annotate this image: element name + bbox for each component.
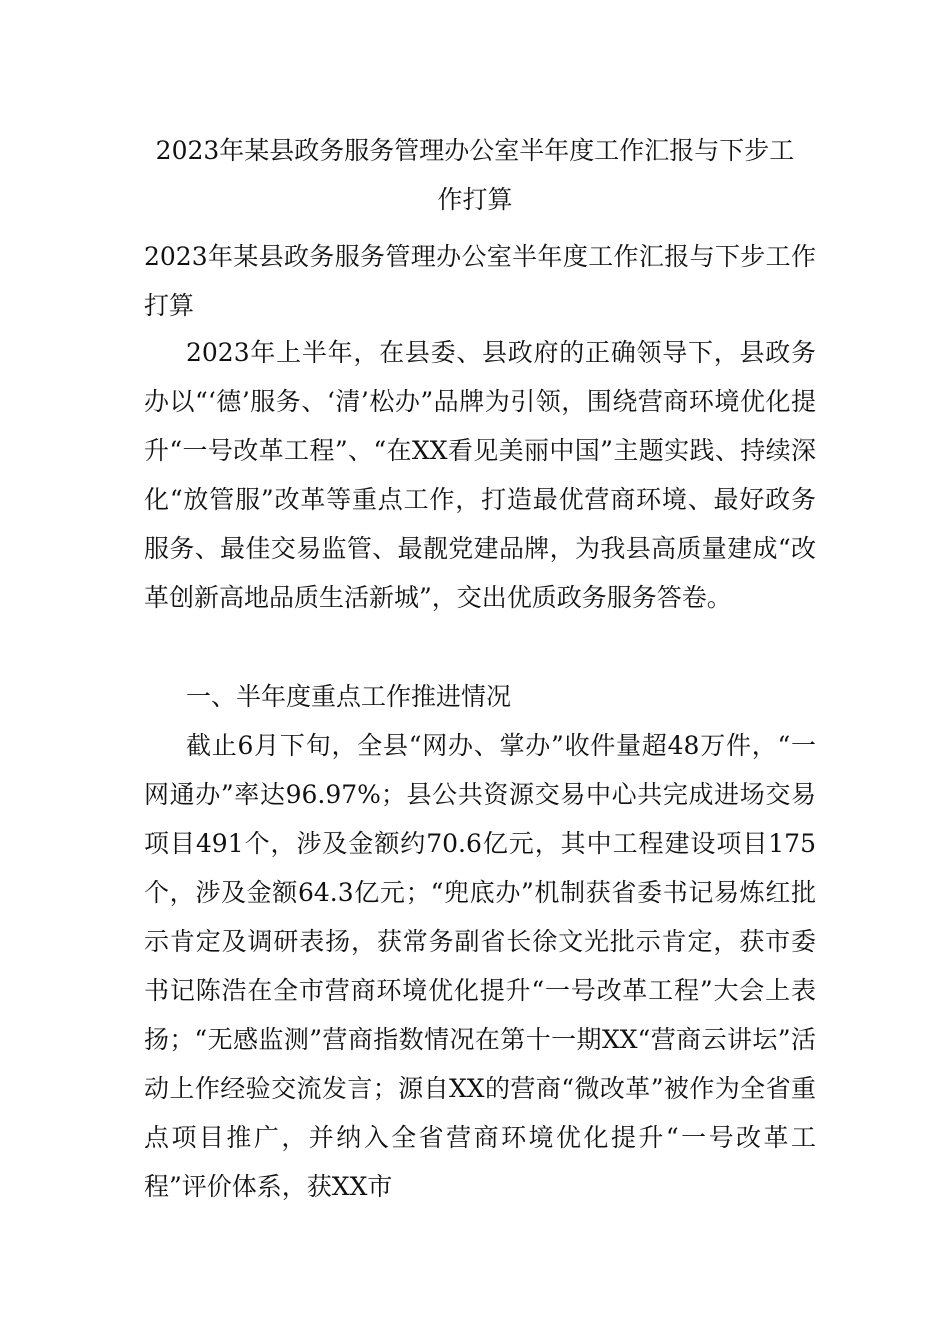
- section-heading: 一、半年度重点工作推进情况: [186, 682, 512, 711]
- progress-paragraph: 截止6月下旬，全县“网办、掌办”收件量超48万件，“一网通办”率达96.97%；县公共资源交易中心共完成进场交易项目491个，涉及金额约70.6亿元，其中工程建设项目175个，涉及金额64.3亿元；“兜底办”机制获省委书记易炼红批示肯定及调研表扬，获常务副省长徐文光批示肯定，获市委书记陈浩在全市营商环境优化提升“一号改革工程”大会上表扬；“无感监测”营商指数情况在第十一期XX“营商云讲坛”活动上作经验交流发言；源自XX的营商“微改革”被作为全省重点项目推广，并纳入全省营商环境优化提升“一号改革工程”评价体系，获XX市: [144, 731, 816, 1201]
- intro-paragraph: 2023年上半年，在县委、县政府的正确领导下，县政务办以“‘德’服务、‘清’松办”品牌为引领，围绕营商环境优化提升“一号改革工程”、“在XX看见美丽中国”主题实践、持续深化“放管服”改革等重点工作，打造最优营商环境、最好政务服务、最佳交易监管、最靓党建品牌，为我县高质量建成“改革创新高地品质生活新城”，交出优质政务服务答卷。: [144, 338, 816, 612]
- document-subtitle: 2023年某县政务服务管理办公室半年度工作汇报与下步工作打算: [144, 242, 816, 320]
- document-title-line-1: 2023年某县政务服务管理办公室半年度工作汇报与下步工: [155, 136, 795, 165]
- document-title-line-2: 作打算: [437, 185, 513, 214]
